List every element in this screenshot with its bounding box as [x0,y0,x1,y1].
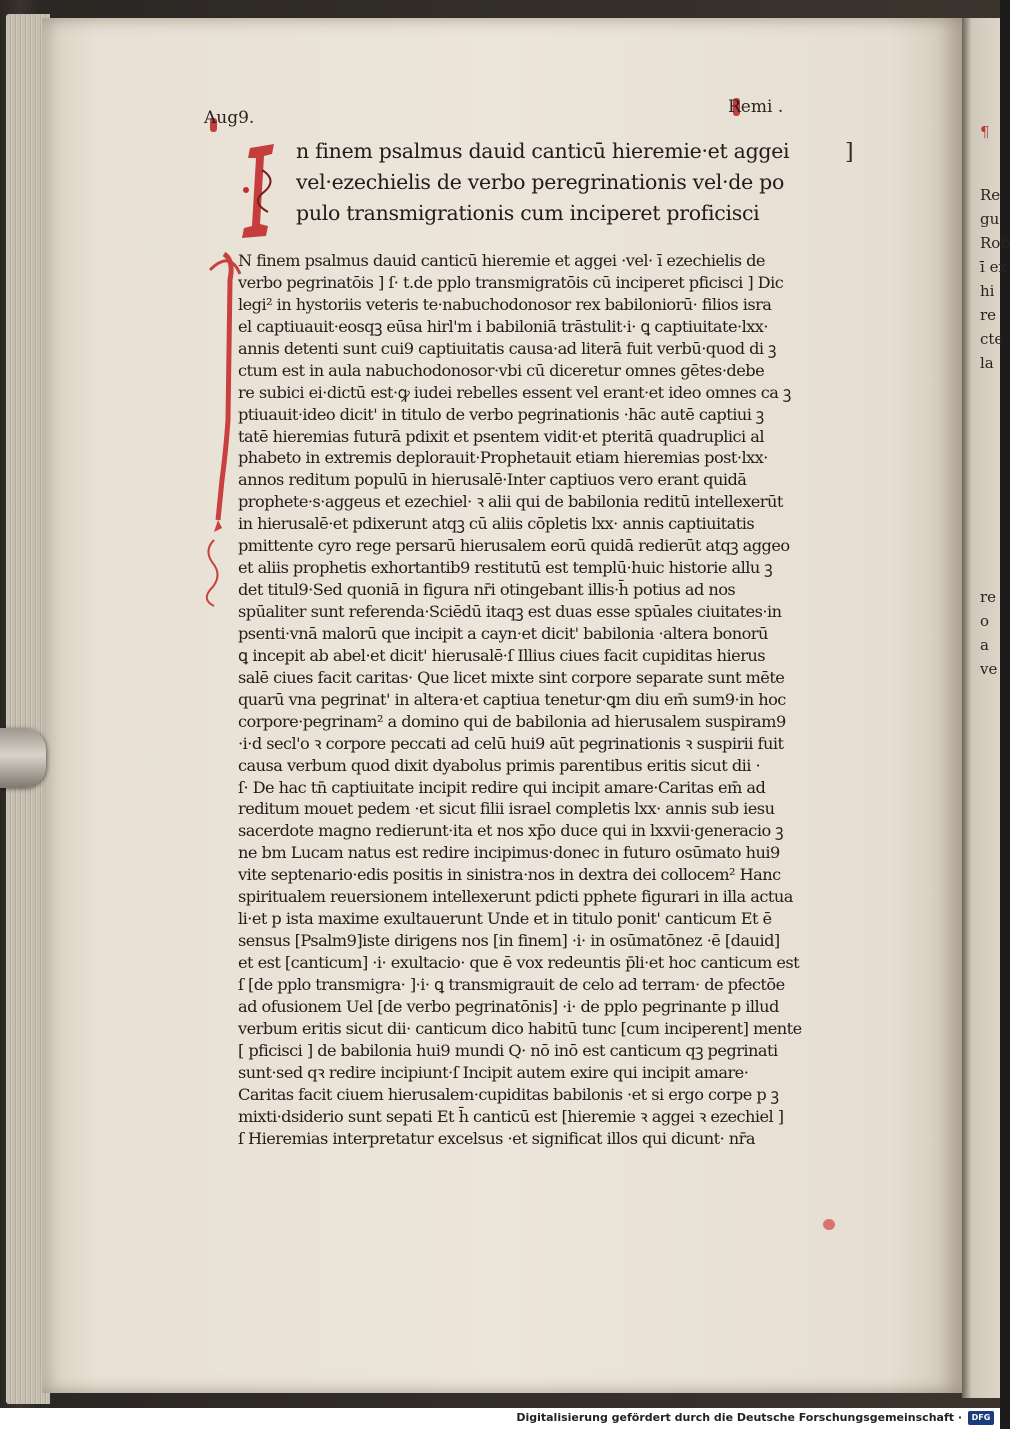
running-head-right-text: Remi . [728,97,784,117]
next-page-fragment: gu [980,210,1000,228]
body-line: psenti·vnā malorū que incipit a cayn·et dicit' babilonia ·altera bonorū [238,623,768,643]
body-line: prophete·s·aggeus et ezechiel· ꝛ alii qui de babilonia reditū intellexerūt [238,492,783,512]
body-line: vite septenario·edis positis in sinistra·nos in dextra dei collocem² Hanc [238,865,781,885]
body-line: ſ Hieremias interpretatur excelsus ·et significat illos qui dicunt· nr̄a [238,1128,755,1148]
body-line: ſ· De hac tn̄ captiuitate incipit redire qui incipit amare·Caritas em̄ ad [238,777,766,797]
body-line: ·i·d secl'o ꝛ corpore peccati ad celū hui9 aūt pegrinationis ꝛ suspirii fuit [238,733,784,753]
body-line: re subici ei·dictū est·ꝙ iudei rebelles essent vel erant·et ideo omnes ca ꝫ [238,382,791,402]
body-line: reditum mouet pedem ·et sicut filii israel completis lxx· annis sub iesu [238,799,775,819]
next-page-rubric: ¶ [980,123,990,141]
body-line: salē ciues facit caritas· Que licet mixte sint corpore separate sunt mēte [238,667,785,687]
next-page-fragment: Rob [980,234,1010,252]
body-line: ad ofusionem Uel [de verbo pegrinatōnis] ·i· de pplo pegrinante p illud [238,996,779,1016]
next-page-fragment: Re [980,186,1001,204]
next-page-fragment: o [980,612,990,630]
body-line: verbum eritis sicut dii· canticum dico habitū tunc [cum inciperent] mente [238,1018,802,1038]
title-line: vel·ezechielis de verbo peregrinationis vel·de po [296,170,784,194]
running-head-right [728,97,783,117]
next-page-fragment: la [980,354,994,372]
next-page-fragment: hi [980,282,995,300]
incipit-title [296,136,856,229]
funding-notice: Digitalisierung gefördert durch die Deutsche Forschungsgemeinschaft · [516,1411,962,1424]
body-line: quarū vna pegrinat' in altera·et captiua tenetur·ꝗm diu em̄ sum9·in hoc [238,689,786,709]
dfg-logo: DFG [968,1411,994,1425]
body-line: pmittente cyro rege persarū hierusalem eorū quidā redierūt atqꝫ aggeo [238,536,790,556]
next-page-fragment: ve [980,660,998,678]
next-page-edge [962,18,1010,1398]
body-line: in hierusalē·et pdixerunt atqꝫ cū aliis cōpletis lxx· annis captiuitatis [238,514,755,534]
body-line: ſ [de pplo transmigra· ]·i· ꝗ transmigrauit de celo ad terram· de pfectōe [238,974,785,994]
body-line: annis detenti sunt cui9 captiuitatis causa·ad literā fuit verbū·quod di ꝫ [238,338,776,358]
body-line: Caritas facit ciuem hierusalem·cupiditas babilonis ·et si ergo corpe p ꝫ [238,1084,779,1104]
body-line: spiritualem reuersionem intellexerunt pdicti pphete figurari in illa actua [238,887,793,907]
next-page-fragment: a [980,636,989,654]
body-line: sensus [Psalm9]iste dirigens nos [in finem] ·i· in osūmatōnez ·ē [dauid] [238,931,780,951]
running-head-left [204,108,254,128]
running-head-left-text: Aug9. [204,108,255,128]
body-line: li·et p ista maxime exultauerunt Unde et in titulo ponit' canticum Et ē [238,909,772,929]
body-line: el captiuauit·eosqꝫ eūsa hirl'm i babiloniā trāstulit·i· ꝗ captiuitate·lxx· [238,316,768,336]
red-stain [823,1219,835,1230]
body-line: spūaliter sunt referenda·Sciēdū itaqꝫ est duas esse spūales ciuitates·in [238,602,782,621]
body-line: [ pficisci ] de babilonia hui9 mundi Q· nō inō est canticum qꝫ pegrinati [238,1040,778,1060]
body-line: ptiuauit·ideo dicit' in titulo de verbo pegrinationis ·hāc autē captiui ꝫ [238,404,764,424]
decorated-initial-title [234,140,290,240]
body-line: ctum est in aula nabuchodonosor·vbi cū diceretur omnes gētes·debe [238,360,765,380]
body-line: annos reditum populū in hierusalē·Inter captiuos vero erant quidā [238,470,747,490]
commentary-body [238,250,856,1149]
body-line: et est [canticum] ·i· exultacio· que ē vox redeuntis p̄li·et hoc canticum est [238,953,800,972]
next-page-fragment: re [980,306,997,324]
body-line: et aliis prophetis exhortantib9 restitutū est templū·huic historie allu ꝫ [238,558,773,578]
body-line: det titul9·Sed quoniā in figura nr̄i otingebant illis·h̄ potius ad nos [238,580,736,600]
title-line: n finem psalmus dauid canticū hieremie·et aggei [296,139,790,163]
body-line: ne bm Lucam natus est redire incipimus·donec in futuro osūmato hui9 [238,843,780,863]
next-page-fragment: cte [980,330,1004,348]
title-bracket: ] [845,140,854,165]
body-line: N finem psalmus dauid canticū hieremie et aggei ·vel· ī ezechielis de [238,251,765,270]
body-line: verbo pegrinatōis ] ſ· t.de pplo transmigratōis cū inciperet pficisci ] Dic [238,272,784,292]
footer-bar [0,1408,1000,1429]
body-line: legi² in hystoriis veteris te·nabuchodonosor rex babiloniorū· filios isra [238,294,772,314]
title-line: pulo transmigrationis cum inciperet proficisci [296,201,760,225]
next-page-fragment: re [980,588,997,606]
body-line: causa verbum quod dixit dyabolus primis parentibus eritis sicut dii · [238,755,761,775]
book-clasp [0,728,46,788]
body-line: ꝗ incepit ab abel·et dicit' hierusalē·ſ Illius ciues facit cupiditas hierus [238,645,766,665]
body-line: sacerdote magno redierunt·ita et nos xp̄o duce qui in lxxvii·generacio ꝫ [238,821,783,841]
body-line: tatē hieremias futurā pdixit et psentem vidit·et pteritā quadruplici al [238,426,764,446]
body-line: mixti·dsiderio sunt sepati Et h̄ canticū est [hieremie ꝛ aggei ꝛ ezechiel ] [238,1106,784,1126]
body-line: sunt·sed qꝛ redire incipiunt·ſ Incipit autem exire qui incipit amare· [238,1062,749,1082]
next-page-fragment: ī ex [980,258,1007,276]
body-line: phabeto in extremis deplorauit·Prophetauit etiam hieremias post·lxx· [238,448,768,468]
body-line: corpore·pegrinam² a domino qui de babilonia ad hierusalem suspiram9 [238,711,786,731]
